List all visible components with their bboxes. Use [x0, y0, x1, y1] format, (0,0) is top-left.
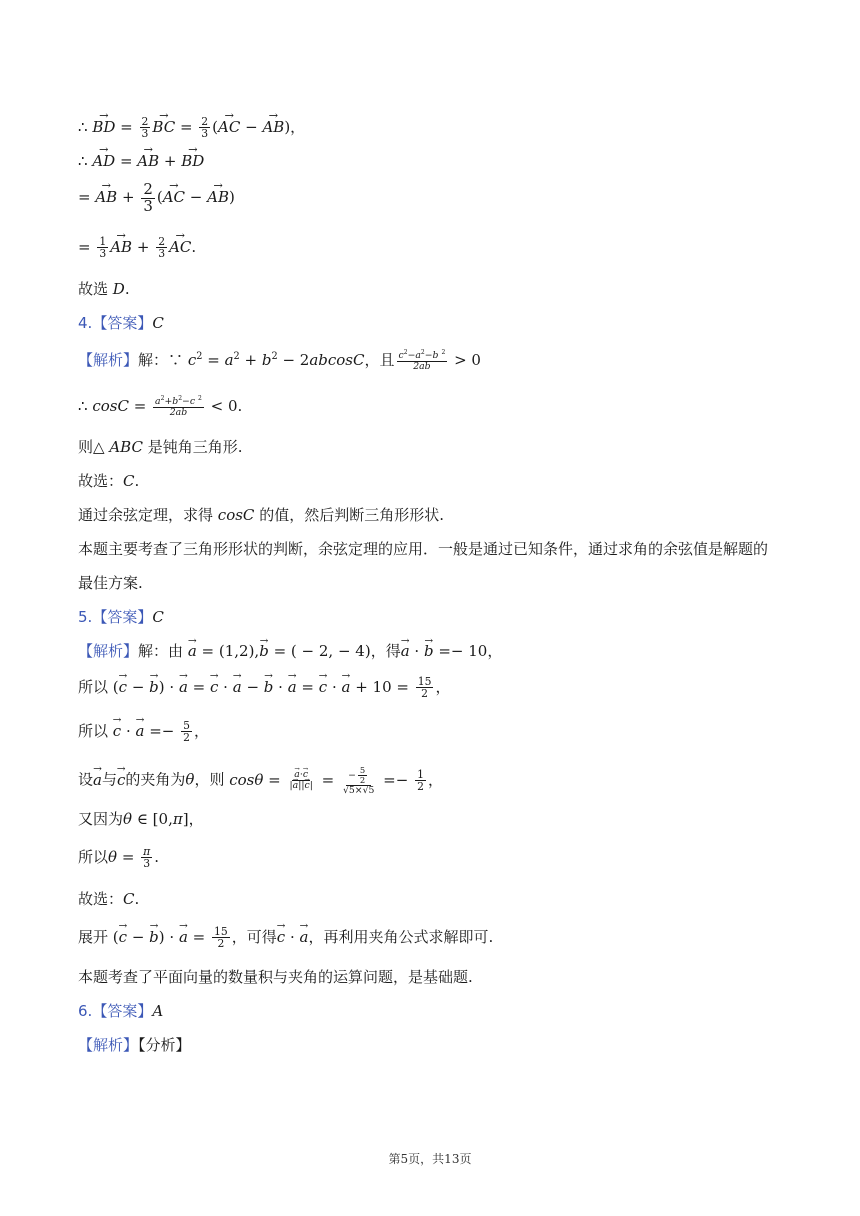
q5-method: 展开 (→ c − → b) · → a = $\frac{15}{2}$ ，可得→ c · → a，再利用夹角公式求解即可. [78, 926, 493, 950]
question-number: 4. [78, 314, 93, 332]
q5-explanation-line-3: 所以 → c · → a =− $\frac{5}{2}$ ， [78, 720, 209, 744]
explanation-tag: 【解析】 [78, 350, 139, 369]
therefore-symbol: ∴ [78, 117, 88, 136]
q5-choose: 故选：C. [78, 890, 140, 908]
q5-explanation-line-1: 【解析】解：由 → a = (1,2),→ b = ( − 2, − 4)，得→ a · → b =− 10， [78, 642, 502, 660]
derivation-line-3: = → AB + $\frac{2}{3}$ (→ AC − → AB) [78, 182, 235, 215]
q4-conclusion: 则△ ABC 是钝角三角形. [78, 438, 243, 456]
q4-method: 通过余弦定理，求得 cosC 的值，然后判断三角形形状. [78, 506, 444, 524]
q5-summary: 本题考查了平面向量的数量积与夹角的运算问题，是基础题. [78, 968, 473, 986]
q5-explanation-line-6: 所以θ = $\frac{\pi}{3}$ . [78, 845, 160, 871]
q5-explanation-line-2: 所以 (→ c − → b) · → a = → c · → a − → b · → a = → c · → a + 10 = $\frac{15}{2}$ ， [78, 676, 451, 700]
fraction-two-thirds: $\frac{2}{3}$ [141, 115, 149, 141]
q4-explanation-line-2: ∴ cosC = $\frac{a^2+b^2-c ^2}{2ab}$ < 0. [78, 395, 243, 418]
answer-tag: 【答案】 [92, 314, 153, 332]
choose-answer-q3: 故选 D. [78, 280, 130, 298]
q5-answer-line: 5.【答案】C [78, 608, 164, 626]
q4-summary-2: 最佳方案. [78, 574, 143, 592]
q4-choose: 故选：C. [78, 472, 140, 490]
vector-bd: → BD [92, 118, 115, 136]
q6-answer-line: 6.【答案】A [78, 1002, 164, 1020]
derivation-line-1: ∴ → BD = $\frac{2}{3}$ → BC = $\frac{2}{3}$ (→ AC − → AB)， [78, 116, 305, 140]
page-footer: 第5页，共13页 [388, 1152, 472, 1166]
q6-explanation-line: 【解析】【分析】 [78, 1036, 191, 1054]
q4-answer-line: 4.【答案】C [78, 314, 164, 332]
derivation-line-2: ∴ → AD = → AB + → BD [78, 152, 204, 170]
q4-explanation-line-1: 【解析】解：∵ $c^2 = a^2 + b^2 - 2abcosC$，且 $\frac{c^2-a^2-b ^2}{2ab}$ > 0 [78, 349, 481, 372]
q4-summary-1: 本题主要考查了三角形形状的判断，余弦定理的应用．一般是通过已知条件，通过求角的余弦值是解题的 [78, 540, 769, 558]
derivation-line-4: = $\frac{1}{3}$ → AB + $\frac{2}{3}$ → AC. [78, 236, 196, 260]
q5-explanation-line-5: 又因为θ ∈ [0,π]， [78, 810, 204, 828]
q5-explanation-line-4: 设→ a与→ c的夹角为θ，则 cosθ = → $\frac{a\cdot\to c}{|\to a||\to c|}$ = − $\frac{5}{2}$ √5×√5 =− $\frac{1}{2}$ ， [78, 766, 443, 795]
